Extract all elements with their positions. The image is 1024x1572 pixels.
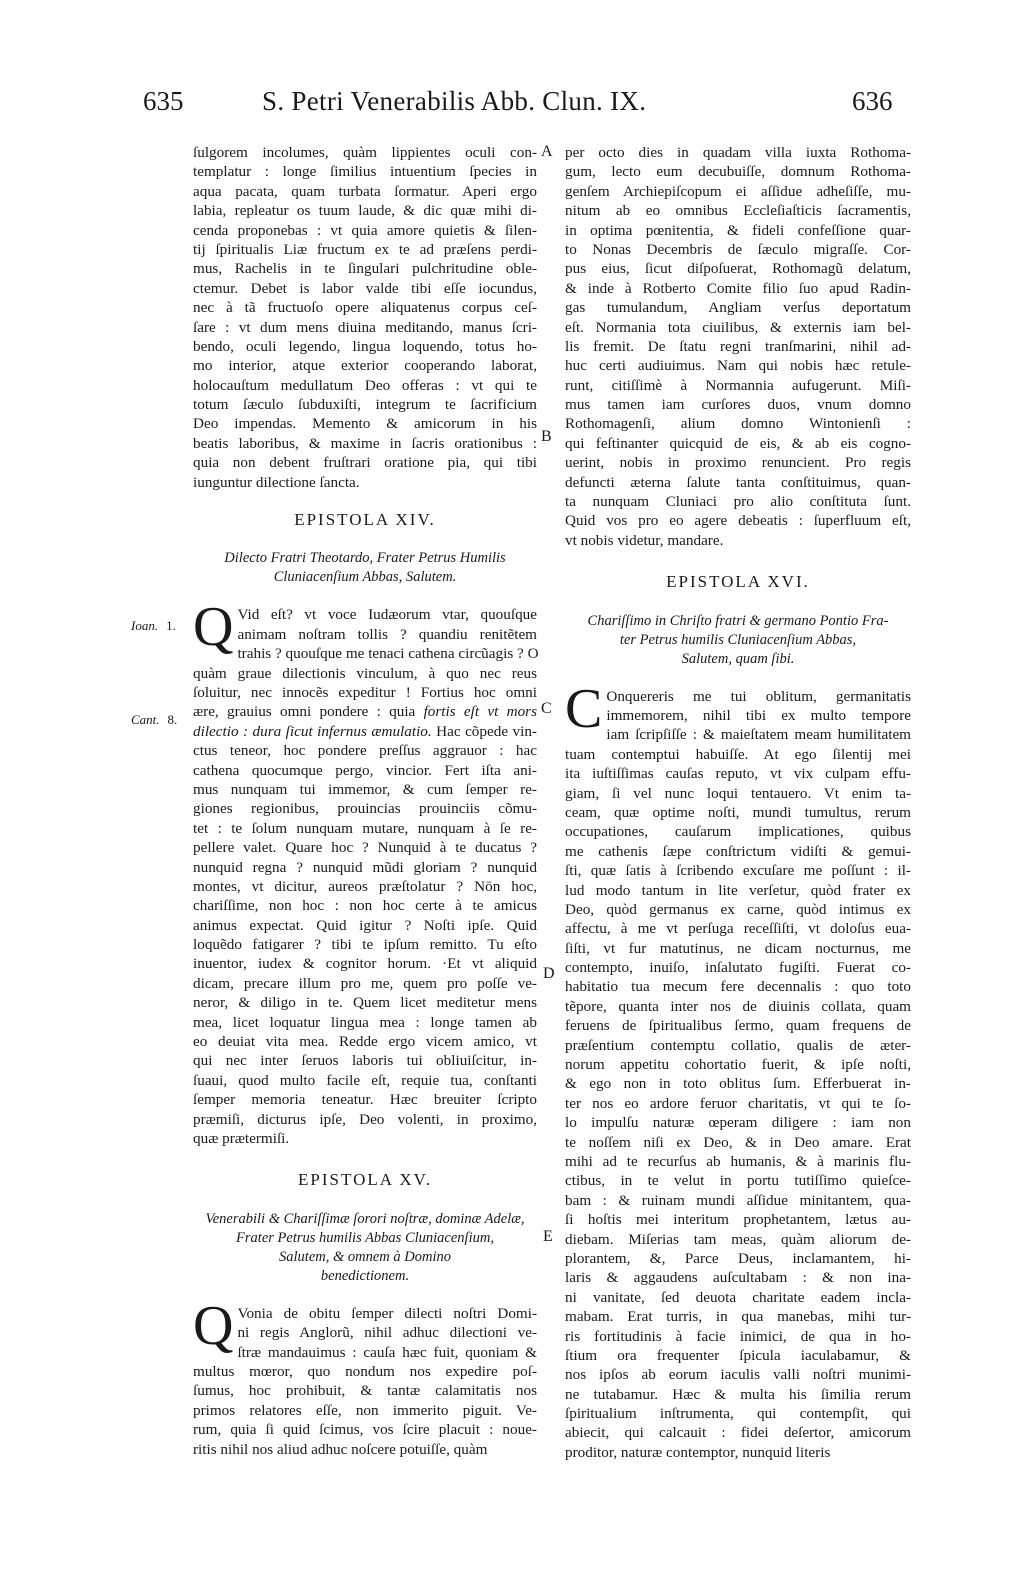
epistola-xiv-title: EPISTOLA XIV. — [294, 510, 436, 530]
text-line: templatur : longe ſimilius intuentium ſpecies in — [193, 163, 537, 181]
epistola-xvi-salutation — [565, 612, 911, 669]
text-line: Rothomagenſi, alium domno Wintonienſi : — [565, 415, 911, 433]
text-line: feruens de ſpiritualibus ſermo, quam frequens de — [565, 1017, 911, 1035]
epistola-xvi-body — [565, 677, 911, 1463]
text-line: ritis nihil nos aliud adhuc noſcere potuiſſe, quàm — [193, 1440, 488, 1458]
left-column — [193, 143, 537, 1459]
drop-cap: C — [565, 677, 603, 740]
text-line: plorantem, &, Parce Deus, inclamantem, hi- — [565, 1249, 911, 1267]
text-line: dicam, precare illum pro me, quem pro poſſe ve- — [193, 974, 537, 992]
text-line: Deo, quòd germanus ex carne, quòd intimus ex — [565, 900, 911, 918]
text-line: defuncti æterna ſalute tanta conſtituimus, quan- — [565, 473, 911, 491]
text-line: neror, & diligo in te. Quem licet meditetur mens — [193, 994, 537, 1012]
text-line: primos relatores eſſe, non immerito piguit. Ve- — [193, 1401, 537, 1419]
text-line: immemorem, nihil tibi ex multo tempore — [606, 707, 911, 724]
margin-note-label: Cant. — [131, 712, 160, 727]
text-line: mo interior, atque exterior cooperando laborat, — [193, 357, 537, 375]
text-line: præmiſi, dicturus ipſe, Deo volenti, in proximo, — [193, 1110, 537, 1128]
text-line: totum ſæculo ſubduxiſti, integrum te ſacrificium — [193, 396, 537, 414]
text-line: mea, licet loquatur lingua mea : longe tamen ab — [193, 1013, 537, 1031]
text-line: ni vanitate, ſed deuota charitate eadem incla- — [565, 1288, 911, 1306]
margin-letter-c: C — [541, 700, 552, 717]
text-line: Dilecto Fratri Theotardo, Frater Petrus Humilis — [224, 550, 506, 567]
text-line: occupationes, cauſarum implicationes, quibus — [565, 823, 911, 841]
text-line: ſumus, hoc prohibuit, & tantæ calamitatis nos — [193, 1382, 537, 1400]
left-intro-text — [193, 143, 537, 492]
epistola-xv-salutation — [193, 1210, 537, 1286]
text-line: nitum ab eo omnibus Eccleſiaſticis ſacramentis, — [565, 202, 911, 220]
text-line: eo deuiat vita mea. Redde ergo vicem amico, vt — [193, 1033, 537, 1051]
text-line: pus eius, ſicut diſpoſuerat, Rothomagũ delatum, — [565, 260, 911, 278]
text-line: ſti, quæ ſatis à ſcribendo excuſare me poſſunt : il- — [565, 862, 911, 880]
text-line: iunguntur dilectione ſancta. — [193, 473, 360, 491]
text-line: nos ipſos ab eorum iaculis valli noſtri munimi- — [565, 1366, 911, 1384]
margin-letter-b: B — [541, 428, 552, 445]
right-column — [565, 143, 911, 1462]
margin-letter-e: E — [543, 1228, 553, 1245]
text-line: ni regis Anglorũ, nihil adhuc dilectioni ve- — [237, 1324, 537, 1342]
text-line: tuam contemptui habuiſſe. At ego ſilentij mei — [565, 745, 911, 763]
text-line: ita iuſtiſſimas cauſas reputo, vt vix culpam effu- — [565, 765, 911, 783]
text-line: multus mœror, quo nondum nos expedire poſ- — [193, 1362, 537, 1380]
text-line: quàm graue dilectionis vinculum, à quo nec reus — [193, 664, 537, 682]
text-line: vt nobis videtur, mandare. — [565, 531, 724, 549]
text-line: uerint, nobis in proximo renuncient. Pro regis — [565, 454, 911, 472]
text-line: ne tutabamur. Hæc & multa his ſimilia rerum — [565, 1385, 911, 1403]
running-header — [0, 86, 1024, 126]
text-line: cathena quocumque pergo, vincior. Fert iſta ani- — [193, 761, 537, 779]
text-line: runt, citiſſimè à Normannia aufugerunt. Miſi- — [565, 376, 911, 394]
text-line: ris fortitudinis à facie inimici, de qua in ho- — [565, 1327, 911, 1345]
text-line: giones regionibus, prouincias prouinciis cõmu- — [193, 800, 537, 818]
text-line: inuentor, iudex & cognitor horum. ·Et vt aliquid — [193, 955, 537, 973]
text-line: trahis ? quouſque me tenaci cathena circũagis ? O — [237, 645, 539, 663]
text-line: ſare : vt dum mens diuina meditando, manus ſcri- — [193, 318, 537, 336]
margin-note-num: 8. — [167, 712, 178, 727]
text-line: Venerabili & Chariſſimæ ſorori noſtræ, dominæ Adelæ, — [205, 1210, 525, 1227]
text-line: qui feſtinanter quicquid de eis, & ab eis cogno- — [565, 434, 911, 452]
text-line: laris & aggaudens auſcultabam : & non ina- — [565, 1269, 911, 1287]
text-line: ta nunquam Cluniaci pro alio conſtituta ſunt. — [565, 493, 911, 511]
text-line: Vid eſt? vt voce Iudæorum vtar, quouſque — [237, 606, 537, 624]
text-line: montes, vt dicitur, aureos præſtolatur ? Nōn hoc, — [193, 877, 537, 895]
text-line: proditor, naturæ contemptor, nunquid literis — [565, 1443, 831, 1461]
text-line: quia non debent fruſtrari oratione pia, qui tibi — [193, 454, 537, 472]
text-line: in optima pœnitentia, & fideli confeſſione quar- — [565, 221, 911, 239]
text-line: mus, Rachelis in te ſingulari pulchritudine oble- — [193, 260, 537, 278]
text-line: Vonia de obitu ſemper dilecti noſtri Domi- — [237, 1304, 537, 1322]
margin-note-label: Ioan. — [131, 618, 159, 633]
text-line: tij ſpiritualis Liæ fructum ex te ad præſens perdi- — [193, 240, 537, 258]
text-line: diebam. Miſerias tam meas, quàm aliorum de- — [565, 1230, 911, 1248]
text-line: labia, repleatur os tuum laude, & dic quæ mihi di- — [193, 202, 537, 220]
text-line: Salutem, & omnem à Domino — [279, 1248, 451, 1265]
text-line: genſem Archiepiſcopum ei aſſidue adheſiſſe, mu- — [565, 182, 911, 200]
text-line: norum appetitu cohortatio fuerit, & ipſe noſti, — [565, 1056, 911, 1074]
text-line: nec à tã fructuoſo opere aliquatenus corpus ceſ- — [193, 299, 537, 317]
text-line: chariſſime, non hoc : non hoc certe à te amicus — [193, 897, 537, 915]
text-line: ctemur. Debet is labor valde tibi eſſe iocundus, — [193, 279, 537, 297]
page-number-left: 635 — [143, 86, 184, 116]
text-line: benedictionem. — [320, 1267, 410, 1284]
drop-cap: Q — [193, 1294, 234, 1357]
text-line: holocauſtum medullatum Deo offeras : vt qui te — [193, 376, 537, 394]
epistola-xv-body — [193, 1294, 537, 1459]
text-line: lo impulſu naturæ œperam diligere : iam non — [565, 1114, 911, 1132]
text-line: giam, ſi vel nunc loqui tentauero. Vt enim ta- — [565, 784, 911, 802]
drop-cap: Q — [193, 596, 234, 659]
text-line: cenda proponebas : vt quia amore quietis & ſilen- — [193, 221, 537, 239]
text-line: ſuaui, quod multo facile eſt, requie tua, conſtanti — [193, 1071, 537, 1089]
margin-note-num: 1. — [166, 618, 176, 633]
text-line: rum, quia ſi quid ſcimus, vos ſcire placuit : noue- — [193, 1421, 537, 1439]
text-line: ære, grauius omni pondere : quia fortis eſt vt mors — [193, 703, 537, 721]
epistola-xv-title: EPISTOLA XV. — [298, 1170, 432, 1190]
text-line: præſentium contemptu collatio, qualis de æter- — [565, 1036, 911, 1054]
text-line: Onquereris me tui oblitum, germanitatis — [606, 687, 911, 705]
text-line: tet : te ſolum nunquam mutare, nunquam à ſe re- — [193, 819, 537, 837]
text-line: Chariſſimo in Chriſto fratri & germano Pontio Fra- — [587, 612, 889, 629]
text-line: bendo, oculi legendo, lingua loquendo, totus ho- — [193, 337, 537, 355]
right-intro-text — [565, 143, 911, 550]
margin-letter-d: D — [543, 965, 555, 982]
text-line: & ego non in toto oblitus ſum. Efferbuerat in- — [565, 1075, 911, 1093]
margin-note-ioan — [131, 618, 176, 634]
epistola-xiv-salutation — [193, 549, 537, 587]
text-line: per octo dies in quadam villa iuxta Rothoma- — [565, 144, 911, 161]
text-line: huc certi audiuimus. Nam qui nobis hæc retule- — [565, 357, 911, 375]
text-line: ctibus, in te velut in portu tutiſſimo quieſce- — [565, 1172, 911, 1190]
text-line: habitatio tua mecum fere decennalis : quo toto — [565, 978, 911, 996]
text-line: lud modo tantum in lite verſetur, quòd frater ex — [565, 881, 911, 899]
text-line: iam ſcripſiſſe : & maieſtatem meam humilitatem — [606, 726, 911, 744]
margin-note-cant — [131, 712, 177, 728]
text-line: nunquid regna ? nunquid mũdi gloriam ? nunquid — [193, 858, 537, 876]
text-line: ſtium ora frequenter ſpicula iaculabamur, & — [565, 1346, 911, 1364]
text-line: pellere valet. Quare hoc ? Nunquid à te ducatus ? — [193, 839, 537, 857]
text-line: tẽpore, quanta inter nos de diuinis collata, quam — [565, 997, 911, 1015]
text-line: ctus teneor, hoc pondere preſſus aggrauor : hac — [193, 742, 537, 760]
text-line: ſiſti, vt fur matutinus, ne dicam nocturnus, me — [565, 939, 911, 957]
text-line: qui nec inter ſeruos laboris tui obliuiſcitur, in- — [193, 1052, 537, 1070]
epistola-xvi-text — [565, 677, 911, 1463]
text-line: te noſſem niſi ex Deo, & in Deo amare. Erat — [565, 1133, 911, 1151]
text-line: mus nunquam tui immemor, & cum ſemper re- — [193, 780, 537, 798]
text-line: aqua pacata, quam turbata ſormatur. Aperi ergo — [193, 182, 537, 200]
text-line: gum, lecto eum decubuiſſe, domnum Rothoma- — [565, 163, 911, 181]
text-line: & inde à Rotberto Comite filio ſuo apud Radin- — [565, 279, 911, 297]
text-line: abiecit, qui calcauit : fidei deſertor, amicorum — [565, 1424, 911, 1442]
text-line: ſoluitur, nec innocẽs expeditur ! Fortius hoc omni — [193, 684, 537, 701]
epistola-xiv-body — [193, 596, 539, 1148]
text-line: affectu, à me vt perſuga receſſiſti, vt doloſus eua- — [565, 920, 911, 938]
text-line: lis fremit. De ſtatu regni tranſmarini, nihil ad- — [565, 337, 911, 355]
text-line: me cathenis ſæpe conſtrictum vidiſti & gemui- — [565, 842, 911, 860]
text-line: ceam, quæ optime noſti, mundi tumultus, rerum — [565, 803, 911, 821]
text-line: ſulgorem incolumes, quàm lippientes oculi con- — [193, 144, 537, 161]
text-line: Frater Petrus humilis Abbas Cluniacenſium, — [236, 1229, 494, 1246]
text-line: to Nonas Decembris de ſæculo migraſſe. Cor- — [565, 240, 911, 258]
text-line: Deo impendas. Memento & amicorum in his — [193, 415, 537, 433]
text-line: ſi hoſtis mei interitum prophetantem, lætus au- — [565, 1211, 911, 1229]
text-line: mabam. Erat turris, in qua manebas, mihi tur- — [565, 1308, 911, 1326]
text-line: ſemper memoria teneatur. Hæc breuiter ſcripto — [193, 1091, 537, 1109]
text-line: ſpiritualium inſtrumenta, qui contempſit, qui — [565, 1405, 911, 1423]
text-line: Cluniacenſium Abbas, Salutem. — [273, 569, 457, 586]
text-line: animam noſtram tollis ? quandiu renitẽtem — [237, 625, 537, 643]
text-line: animus expectat. Quid igitur ? Noſti ipſe. Quid — [193, 916, 537, 934]
text-line: mus tamen iam curſores duos, vnum domno — [565, 396, 911, 414]
epistola-xv-text — [193, 1294, 537, 1459]
text-line: dilectio : dura ſicut infernus æmulatio. Hac cõpede vin- — [193, 722, 537, 740]
running-title: S. Petri Venerabilis Abb. Clun. IX. — [262, 86, 647, 116]
text-line: contempto, inuiſo, inſalutato fugiſti. Fuerat co- — [565, 959, 911, 977]
text-line: beatis laboribus, & maxime in ſacris orationibus : — [193, 434, 537, 452]
margin-letter-a: A — [541, 143, 553, 160]
page-number-right: 636 — [852, 86, 893, 116]
text-line: loquẽdo fatigarer ? tibi te ipſum remitto. Tu eſto — [193, 936, 537, 954]
text-line: ſtræ mandauimus : cauſa hæc fuit, quoniam & — [237, 1343, 537, 1361]
epistola-xiv-text — [193, 596, 539, 1148]
epistola-xvi-title: EPISTOLA XVI. — [666, 572, 810, 592]
text-line: eſt. Normania tota ciuilibus, & externis iam bel- — [565, 318, 911, 336]
text-line: Salutem, quam ſibi. — [681, 650, 795, 667]
text-line: ter nos eo ardore feruor charitatis, vt qui te ſo- — [565, 1094, 911, 1112]
text-line: Quid vos pro eo agere debeatis : ſuperfluum eſt, — [565, 512, 911, 530]
text-line: gas tumulandum, Angliam verſus deportatum — [565, 299, 911, 317]
text-line: ter Petrus humilis Cluniacenſium Abbas, — [619, 631, 857, 648]
text-line: mihi ad te recurſus ab humanis, & à marinis flu- — [565, 1152, 911, 1170]
text-line: quæ prætermiſi. — [193, 1129, 290, 1147]
text-line: bam : & ruinam mundi aſſidue minitantem, qua- — [565, 1191, 911, 1209]
